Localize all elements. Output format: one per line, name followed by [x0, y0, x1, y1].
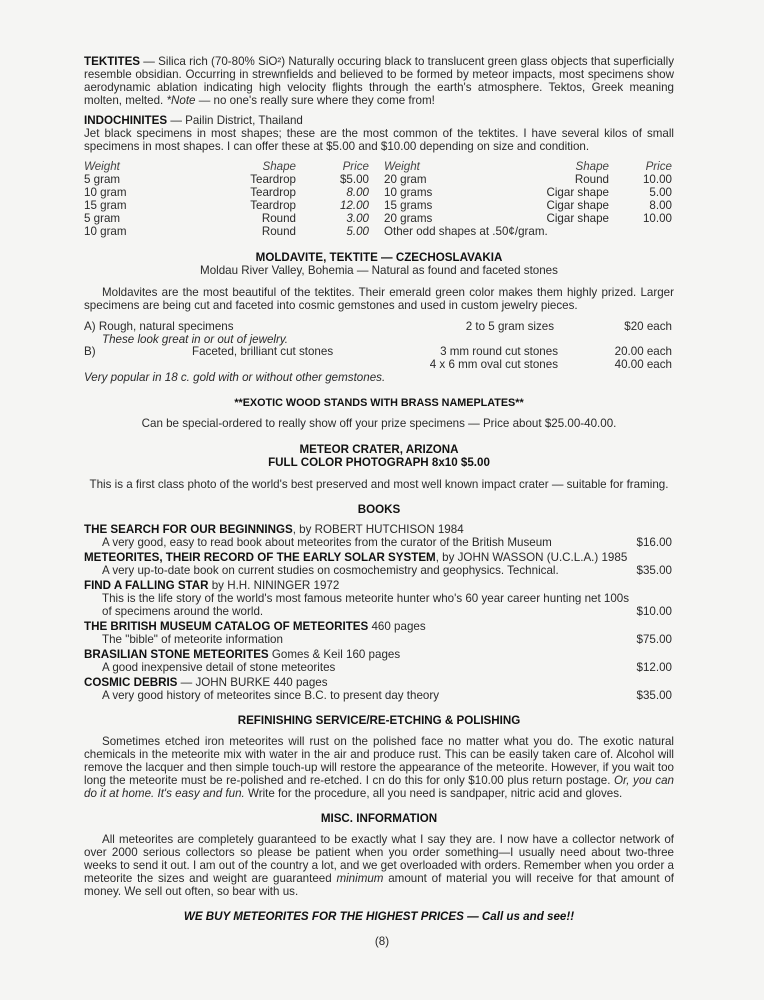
book-title: BRASILIAN STONE METEORITES	[84, 648, 269, 661]
option-a-label: A) Rough, natural specimens	[84, 320, 234, 333]
book-price: $12.00	[636, 661, 672, 674]
list-item	[84, 620, 674, 646]
row-weight: 15 gram	[84, 199, 127, 212]
list-item	[84, 579, 674, 618]
table-row	[84, 186, 674, 199]
refinishing-body: Sometimes etched iron meteorites will rust on the polished face no matter what you do. The exotic natural chemicals in the meteorite mix with water in the air and produce rust. This can be easily taken care of. Alcohol will remove the lacquer and then simple touch-up will restore the appearance of the meteorite. However, if you wait too long the meteorite must be re-polished and re-etched. I cn do this for only $10.00 plus return postage.	[84, 735, 674, 787]
book-price: $16.00	[636, 536, 672, 549]
indochinites-price-table	[84, 160, 674, 238]
moldavite-intro: Moldavites are the most beautiful of the tektites. Their emerald green color makes them highly prized. Larger specimens are being cut and faceted into cosmic gemstones and used in custom jewelry pieces.	[84, 286, 674, 312]
misc-text	[84, 833, 674, 898]
row-price: 12.00	[339, 199, 369, 212]
book-author: 460 pages	[368, 620, 426, 633]
tektites-heading: TEKTITES	[84, 55, 141, 68]
book-author: , by ROBERT HUTCHISON 1984	[292, 523, 464, 536]
row-weight: 5 gram	[84, 212, 121, 225]
table-row	[84, 212, 674, 225]
row-shape: Teardrop	[250, 199, 296, 212]
crater-photo-offer: FULL COLOR PHOTOGRAPH 8x10 $5.00	[268, 456, 490, 469]
row-price: 10.00	[642, 173, 672, 186]
refinishing-text	[84, 735, 674, 800]
refinishing-title: REFINISHING SERVICE/RE-ETCHING & POLISHING	[237, 714, 521, 727]
misc-body: All meteorites are completely guaranteed to be exactly what I say they are. I now have a collector network of over 2000 serious collectors so please be patient when you order something—I usually need about two-three weeks to send it out. I am out of the country a lot, and we get overloaded with orders. Remember when you order a meteorite the sizes and weight are guaranteed	[84, 833, 674, 885]
buy-slogan: WE BUY METEORITES FOR THE HIGHEST PRICES — Call us and see!!	[183, 910, 575, 923]
table-row	[84, 225, 674, 238]
row-shape: Teardrop	[250, 186, 296, 199]
indochinites-heading: INDOCHINITES	[84, 114, 168, 127]
book-author: by H.H. NININGER 1972	[208, 579, 340, 592]
page-number: (8)	[374, 935, 390, 948]
header-shape-2: Shape	[575, 160, 609, 173]
book-desc: A very good, easy to read book about meteorites from the curator of the British Museum	[102, 536, 552, 549]
row-shape: Cigar shape	[546, 186, 609, 199]
header-shape: Shape	[262, 160, 296, 173]
row-price: 3.00	[346, 212, 369, 225]
moldavite-title: MOLDAVITE, TEKTITE — CZECHOSLAVAKIA	[255, 251, 503, 264]
indochinites-section	[84, 114, 674, 153]
book-title: METEORITES, THEIR RECORD OF THE EARLY SOLAR SYSTEM	[84, 551, 436, 564]
tektites-note-text: no one's really sure where they come from!	[213, 94, 435, 107]
list-item	[84, 551, 674, 577]
moldavite-option-b-note	[84, 371, 674, 384]
row-price: 8.00	[346, 186, 369, 199]
wood-stands-title: **EXOTIC WOOD STANDS WITH BRASS NAMEPLATES**	[234, 397, 524, 409]
table-header-row	[84, 160, 674, 173]
option-a-note: These look great in or out of jewelry.	[102, 333, 289, 346]
book-title: THE SEARCH FOR OUR BEGINNINGS	[84, 523, 293, 536]
option-b1-price: 20.00 each	[614, 345, 672, 358]
crater-title: METEOR CRATER, ARIZONA	[299, 443, 459, 456]
list-item	[84, 676, 674, 702]
indochinites-location: — Pailin District, Thailand	[167, 114, 303, 127]
refinishing-italic: Or, you can do it at home. It's easy and fun.	[84, 774, 674, 800]
refinishing-body-end: Write for the procedure, all you need is sandpaper, nitric acid and gloves.	[244, 787, 623, 800]
tektites-note-label: *Note —	[166, 94, 214, 107]
row-shape: Round	[261, 212, 296, 225]
row-shape: Cigar shape	[546, 199, 609, 212]
tektites-section	[84, 55, 674, 107]
book-desc: A very good history of meteorites since B.C. to present day theory	[102, 689, 440, 702]
book-desc: The "bible" of meteorite information	[102, 633, 283, 646]
book-title: THE BRITISH MUSEUM CATALOG OF METEORITES	[84, 620, 369, 633]
book-price: $35.00	[636, 564, 672, 577]
row-weight: 10 gram	[84, 225, 127, 238]
tektites-intro: — Silica rich (70-80% SiO²) Naturally occuring black to translucent green glass objects that superficially resemble obsidian. Occurring in strewnfields and believed to be formed by meteor impacts, most specimens show aerodynamic ablation indicating high velocity flights through the earth's atmosphere. Tektos, Greek meaning molten, melted.	[84, 55, 674, 107]
row-price: 8.00	[649, 199, 672, 212]
row-weight: 10 grams	[384, 186, 433, 199]
book-author: , by JOHN WASSON (U.C.L.A.) 1985	[435, 551, 628, 564]
header-price-2: Price	[645, 160, 672, 173]
row-price: $5.00	[339, 173, 369, 186]
book-title: FIND A FALLING STAR	[84, 579, 209, 592]
list-item	[84, 648, 674, 674]
option-b2-price: 40.00 each	[614, 358, 672, 371]
option-b2-size: 4 x 6 mm oval cut stones	[429, 358, 558, 371]
header-weight: Weight	[84, 160, 120, 173]
row-shape: Teardrop	[250, 173, 296, 186]
row-weight: 5 gram	[84, 173, 121, 186]
row-weight: 20 grams	[384, 212, 433, 225]
row-shape: Cigar shape	[546, 212, 609, 225]
row-weight: 20 gram	[384, 173, 427, 186]
table-row	[84, 173, 674, 186]
crater-text: This is a first class photo of the world's best preserved and most well known impact crater — suitable for framing.	[89, 478, 669, 491]
option-a-size: 2 to 5 gram sizes	[465, 320, 554, 333]
books-title: BOOKS	[357, 503, 401, 516]
moldavite-option-b	[84, 345, 674, 358]
header-price: Price	[342, 160, 369, 173]
book-author: Gomes & Keil 160 pages	[268, 648, 401, 661]
misc-title: MISC. INFORMATION	[320, 812, 438, 825]
option-b1-size: 3 mm round cut stones	[440, 345, 558, 358]
moldavite-option-a	[84, 320, 674, 333]
list-item	[84, 523, 674, 549]
book-price: $75.00	[636, 633, 672, 646]
indochinites-intro: Jet black specimens in most shapes; these are the most common of the tektites. I have several kilos of small specimens in most shapes. I can offer these at $5.00 and $10.00 depending on size and condition.	[84, 127, 674, 153]
book-price: $35.00	[636, 689, 672, 702]
row-price: 5.00	[346, 225, 369, 238]
option-b-note: Very popular in 18 c. gold with or without other gemstones.	[84, 371, 386, 384]
table-row	[84, 199, 674, 212]
header-weight-2: Weight	[384, 160, 420, 173]
row-price: 5.00	[649, 186, 672, 199]
option-b-desc: Faceted, brilliant cut stones	[192, 345, 334, 358]
wood-stands-text: Can be special-ordered to really show off your prize specimens — Price about $25.00-40.00.	[141, 417, 617, 430]
misc-italic: minimum	[336, 872, 384, 885]
book-desc: This is the life story of the world's most famous meteorite hunter who's 60 year career hunting net 100s of specimens around the world.	[102, 592, 630, 618]
row-shape: Round	[261, 225, 296, 238]
moldavite-option-b2	[84, 358, 674, 371]
row-shape: Round	[574, 173, 609, 186]
book-price: $10.00	[636, 605, 672, 618]
option-b-label: B)	[84, 345, 96, 358]
row-price: 10.00	[642, 212, 672, 225]
book-desc: A very up-to-date book on current studies on cosmochemistry and geophysics. Technical.	[102, 564, 559, 577]
book-desc: A good inexpensive detail of stone meteorites	[102, 661, 336, 674]
row-weight: 10 gram	[84, 186, 127, 199]
other-shapes-note: Other odd shapes at .50¢/gram.	[384, 225, 548, 238]
book-title: COSMIC DEBRIS	[84, 676, 178, 689]
option-a-price: $20 each	[624, 320, 672, 333]
book-author: — JOHN BURKE 440 pages	[177, 676, 328, 689]
row-weight: 15 grams	[384, 199, 433, 212]
misc-body-end: amount of material you will receive for that amount of money. We sell out often, so bear with us.	[84, 872, 674, 898]
moldavite-subtitle: Moldau River Valley, Bohemia — Natural as found and faceted stones	[200, 264, 558, 277]
